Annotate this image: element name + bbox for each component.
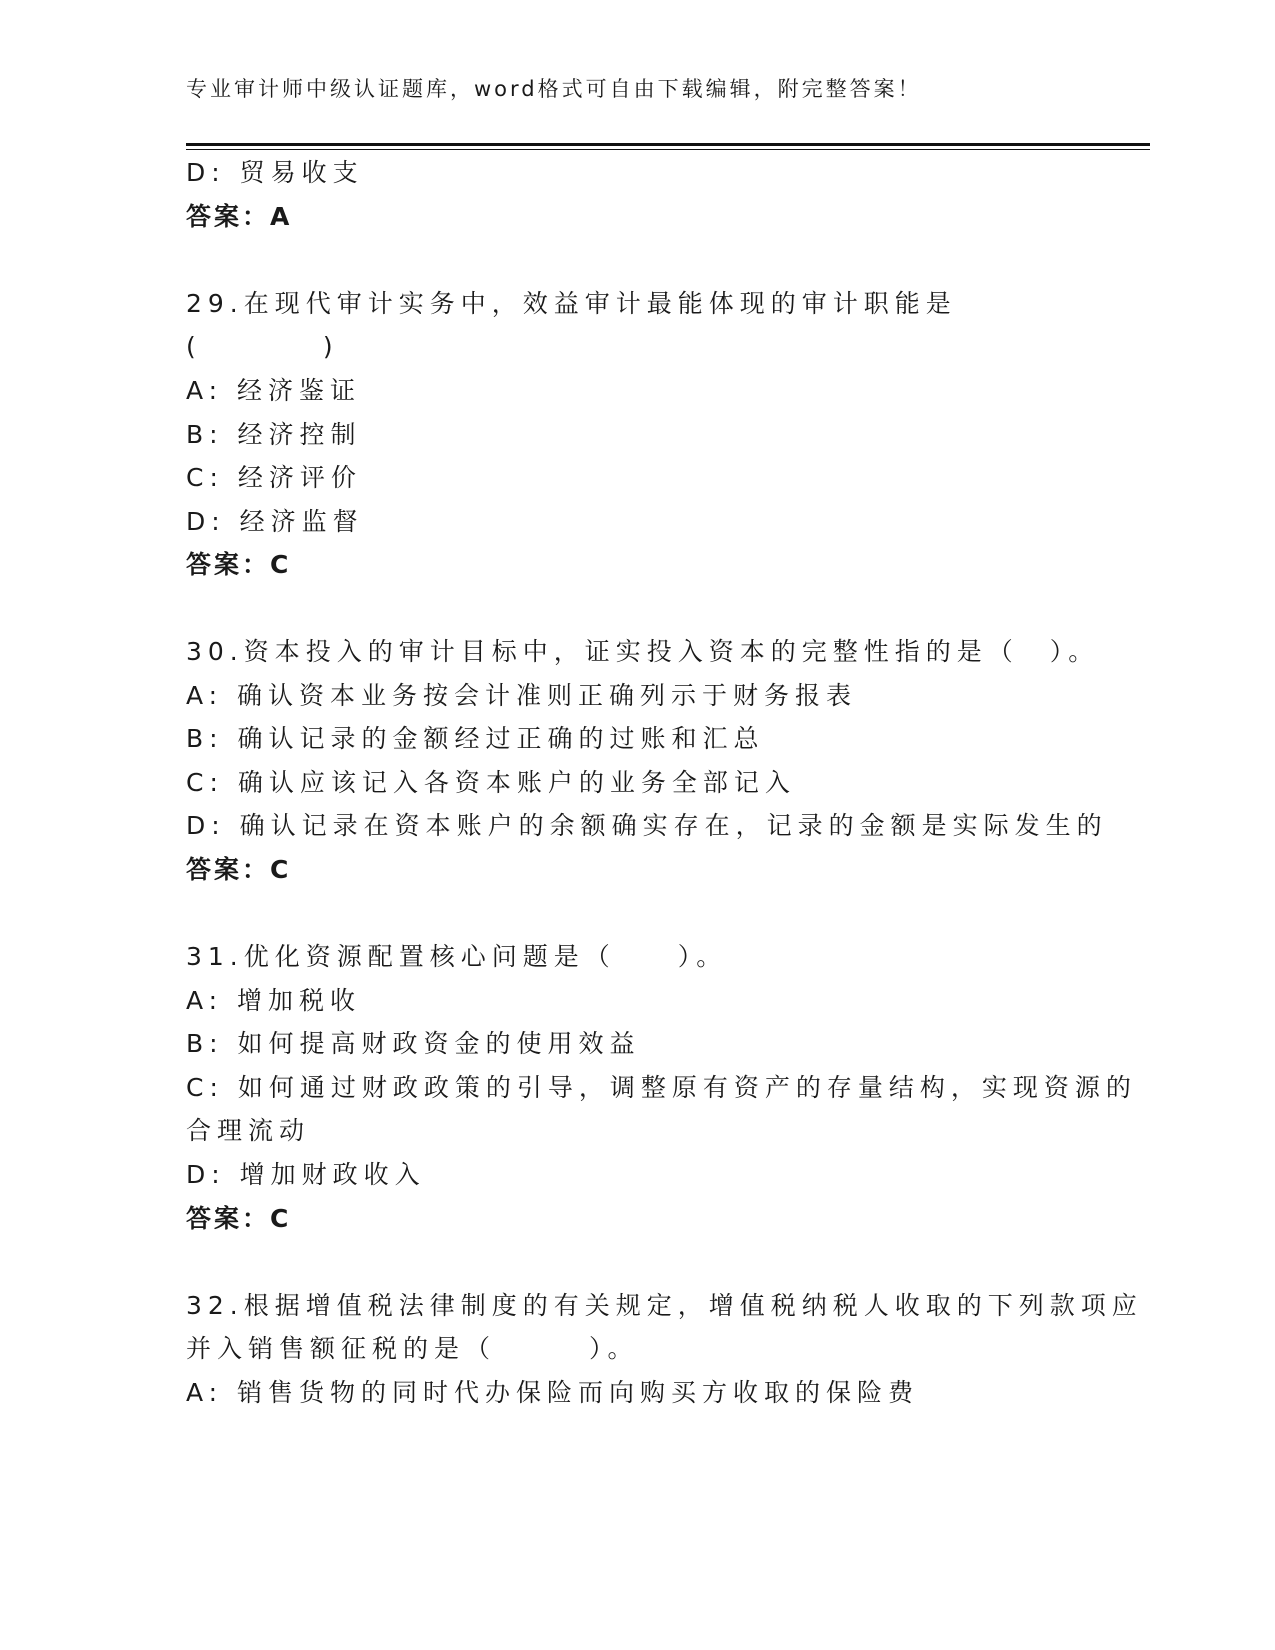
q32-stem-line2: 并入销售额征税的是（ ）。 <box>186 1334 639 1363</box>
q30-stem: 30.资本投入的审计目标中，证实投入资本的完整性指的是（ ）。 <box>186 637 1100 666</box>
header-divider-thick <box>186 143 1150 146</box>
q31-option-c-line1: C: 如何通过财政政策的引导，调整原有资产的存量结构，实现资源的 <box>186 1073 1137 1102</box>
q31-answer: 答案：C <box>186 1204 292 1233</box>
q29-blank: ( ) <box>186 332 333 361</box>
q29-option-a: A: 经济鉴证 <box>186 376 362 405</box>
q29-option-c: C: 经济评价 <box>186 463 362 492</box>
header-divider-thin <box>186 149 1150 150</box>
q30-option-c: C: 确认应该记入各资本账户的业务全部记入 <box>186 768 796 797</box>
q29-option-b: B: 经济控制 <box>186 420 362 449</box>
q32-option-a: A: 销售货物的同时代办保险而向购买方收取的保险费 <box>186 1378 920 1407</box>
q32-stem-line1: 32.根据增值税法律制度的有关规定，增值税纳税人收取的下列款项应 <box>186 1291 1143 1320</box>
q29-answer: 答案：C <box>186 550 292 579</box>
q30-option-b: B: 确认记录的金额经过正确的过账和汇总 <box>186 724 765 753</box>
q31-stem: 31.优化资源配置核心问题是（ ）。 <box>186 942 728 971</box>
q29-stem: 29.在现代审计实务中，效益审计最能体现的审计职能是 <box>186 289 957 318</box>
q29-option-d: D: 经济监督 <box>186 507 364 536</box>
q28-option-d: D: 贸易收支 <box>186 158 364 187</box>
page-header: 专业审计师中级认证题库，word格式可自由下载编辑，附完整答案！ <box>186 77 922 101</box>
q31-option-c-line2: 合理流动 <box>186 1116 311 1145</box>
q31-option-a: A: 增加税收 <box>186 986 362 1015</box>
q30-answer: 答案：C <box>186 855 292 884</box>
q31-option-d: D: 增加财政收入 <box>186 1160 426 1189</box>
q31-option-b: B: 如何提高财政资金的使用效益 <box>186 1029 641 1058</box>
q28-answer: 答案：A <box>186 202 293 231</box>
q30-option-d: D: 确认记录在资本账户的余额确实存在，记录的金额是实际发生的 <box>186 811 1108 840</box>
q30-option-a: A: 确认资本业务按会计准则正确列示于财务报表 <box>186 681 858 710</box>
